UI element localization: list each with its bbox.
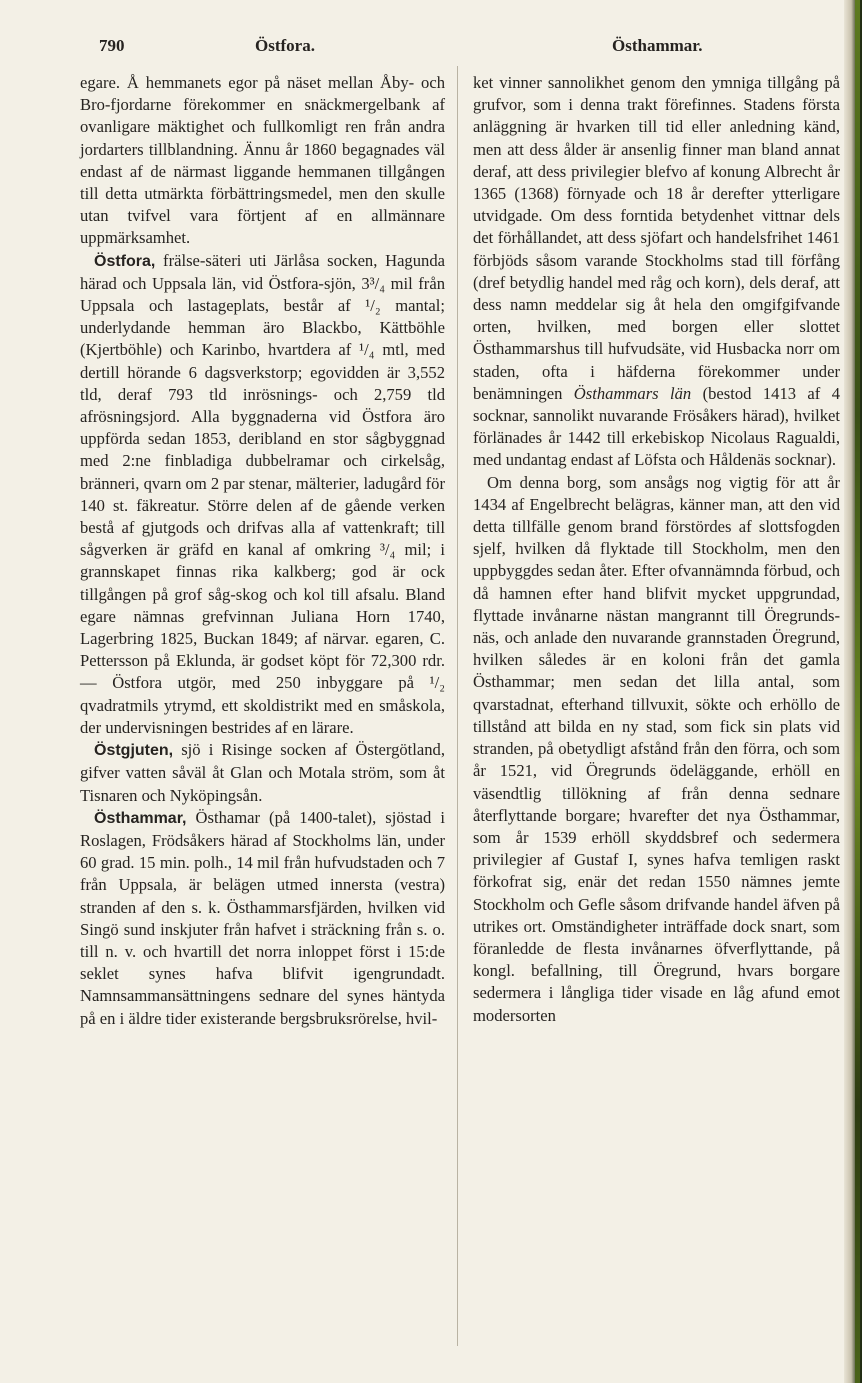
entry-continuation <box>473 72 840 472</box>
page-header <box>0 36 840 62</box>
entry-osthammar <box>80 807 445 1030</box>
page-edge-scan-border <box>844 0 862 1383</box>
left-column <box>80 72 445 1030</box>
entry-ostfora <box>80 250 445 739</box>
column-divider <box>457 66 458 1346</box>
page-number: 790 <box>99 36 125 55</box>
right-column <box>473 72 840 1027</box>
running-head-right: Östhammar. <box>612 36 703 55</box>
entry-ostgjuten <box>80 739 445 807</box>
italic-term: Östhammars län <box>573 383 692 403</box>
entry-continuation: egare. Å hemmanets egor på näset mellan Åby- och Bro-fjordarne förekommer en snäckmergelbank af ovanligare mäktighet och fullkomligt ren från andra jordarters tillblandning. Ännu år 1860 begagnades väl endast af de närmast liggande hemmanen tillgången till detta utmärkta förbättringsmedel, men den skulle utan tvifvel vara förtjent af en allmännare uppmärksamhet. <box>80 73 445 248</box>
entry-keyword: Östhammar, <box>94 809 187 827</box>
entry-text: frälse-säteri uti Järlåsa socken, Hagunda härad och Uppsala län, vid Östfora-sjön, 3³/₄ mil från Uppsala och lastageplats, består af ¹/₂ mantal; underlydande hemman äro Blackbo, Kättböhle (Kjertböhle) och Karinbo, hvartdera af ¹/₄ mtl, med dertill hörande 6 dagsverkstorp; egovidden är 3,552 tld, deraf 793 tld inrösnings- och 2,759 tld afrösningsjord. Alla byggnaderna vid Östfora äro uppförda sedan 1853, deribland en stor sågbyggnad med 2:ne finbladiga dubbelramar och cirkelsåg, bränneri, qvarn om 2 par stenar, mälterier, ladugård för 140 st. fäkreatur. Större delen af de gående verken bestå af gjutgods och drifvas alla af vattenkraft; till sågverken är gräfd en kanal af omkring ³/₄ mil; i grannskapet finnas rika kalkberg; god är ock tillgången på grof såg-skog och kol till afsalu. Bland egare nämnas grefvinnan Juliana Horn 1740, Lagerbring 1825, Buckan 1849; af närvar. egaren, C. Pettersson på Eklunda, är godset köpt för 72,300 rdr. — Östfora utgör, med 250 inbyggare på ¹/₂ qvadratmils ytrymd, ett skoldistrikt med en småskola, der undervisningen bestrides af en lärare. <box>80 250 445 737</box>
entry-paragraph: Om denna borg, som ansågs nog vigtig för att år 1434 af Engelbrecht belägras, känner man, att den vid detta tillfälle genom brand förstördes af slottsfogden sjelf, hvilken då flyktade till Stockholm, men den uppbyggdes sedan åter. Efter ofvannämnda förbud, och då hamnen efter hand blifvit mycket uppgrundad, flyttade invånarne nästan mangrannt till Öregrunds-näs, och anlade den nuvarande grannstaden Öregrund, hvilken således är en koloni från det gamla Östhammar; men sedan det lilla antal, som qvarstadnat, efterhand tillvuxit, sökte och erhöllo de tillstånd att bilda en ny stad, som fick sin plats vid stranden, på obetydligt afstånd från den förra, och som år 1521, vid Öregrunds ödeläggande, erhöll en väsendtlig tillökning af från denna sednare återflyttande borgare; hvarefter det nya Östhammar, som år 1539 erhöll skyddsbref och sedermera privilegier af Gustaf I, synes hafva temligen raskt förkofrat sig, enär det redan 1550 nämnes jemte Stockholm och Gefle såsom drifvande handel äfven på utrikes ort. Omständigheter inträffade dock snart, som föranledde de flesta invånarnes öfverflyttande, på kongl. befallning, till Öregrund, hvars borgare sedermera i långliga tider visade en låg afund emot modersorten <box>473 472 840 1025</box>
running-head-left: Östfora. <box>255 36 315 55</box>
entry-keyword: Östgjuten, <box>94 742 174 760</box>
entry-text: ket vinner sannolikhet genom den ymniga tillgång på grufvor, som i denna trakt förefinnes. Stadens första anläggning är hvarken till tid eller anledning känd, men att dess ålder är ansenlig finner man bland annat deraf, att dess privilegier blefvo af konung Albrecht år 1365 (1368) förnyade och 18 år derefter ytterligare utvidgade. Om dess forntida betydenhet vittnar dels det förhållandet, att dess sjöfart och handelsfrihet 1461 förbjöds såsom varande Stockholms stad till förfång (dref betydlig handel med råg och korn), dels deraf, att dess namn meddelar sig åt hela den omgifgifvande orten, hvilken, med borgen eller slottet Östhammarshus till hufvudsäte, vid Husbacka norr om staden, ofta i häfderna förekommer under benämningen <box>473 73 840 403</box>
entry-text: Östhamar (på 1400-talet), sjöstad i Roslagen, Frödsåkers härad af Stockholms län, under 60 grad. 15 min. polh., 14 mil från hufvudstaden och 7 från Uppsala, är belägen utmed innersta (vestra) stranden af den s. k. Östhammarsfjärden, hvilken vid Singö sund inskjuter från hafvet i sträckning från s. o. till n. v. och hvartill det norra inloppet först i 15:de seklet synes hafva blifvit igengrundadt. Namnsammansättningens sednare del synes häntyda på en i äldre tider existerande bergsbruksrörelse, hvil- <box>80 807 445 1028</box>
entry-text: (bestod 1413 af 4 socknar, sannolikt nuvarande Frösåkers härad), hvilket förlänades år 1442 till erkebiskop Nicolaus Ragualdi, med undantag endast af Löfsta och Håldenäs socknar). <box>473 383 840 470</box>
entry-keyword: Östfora, <box>94 252 156 270</box>
entry-text: sjö i Risinge socken af Östergötland, gifver vatten såväl åt Glan och Motala ström, som åt Tisnaren och Nyköpingsån. <box>80 740 445 805</box>
